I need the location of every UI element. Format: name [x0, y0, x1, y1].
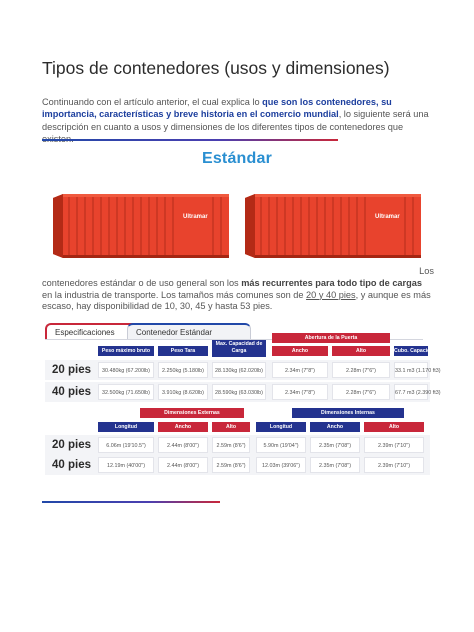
table-cell: 2.34m (7"8"): [272, 362, 328, 378]
group-header-external: Dimensiones Externas: [140, 408, 244, 418]
divider: [42, 501, 220, 503]
intro-text-end: , lo siguiente será una descripción en cuanto a usos y dimensiones de los diferentes tipos de contenedores que: [42, 109, 429, 132]
col-header: Cubo. Capacidad: [394, 348, 437, 354]
container-image: [53, 194, 229, 258]
table-cell: 2.44m (8'00"): [158, 437, 208, 453]
col-header: Alto: [364, 422, 424, 432]
col-header: Ancho: [310, 422, 360, 432]
table-cell: 2.59m (8'6"): [212, 437, 250, 453]
table-cell: 12.19m (40'00"): [98, 457, 154, 473]
body-paragraph: [42, 266, 434, 313]
group-header-internal: Dimensiones Internas: [292, 408, 404, 418]
col-header: Peso máximo bruto: [98, 346, 154, 356]
table-cell: 30.480kg (67.200lb): [98, 362, 154, 378]
row-label: 40 pies: [52, 386, 91, 398]
tab-standard-container[interactable]: Contenedor Estándar: [127, 323, 251, 340]
table-cell: 67.7 m3 (2.390 ft3): [394, 384, 428, 400]
table-cell: 2.59m (8'6"): [212, 457, 250, 473]
intro-link[interactable]: que son los contenedores, su importancia, características y breve historia en el comercio mundial: [42, 97, 392, 120]
container-image: [245, 194, 421, 258]
table-cell: 3.910kg (8.620lb): [158, 384, 208, 400]
col-header: Max. Capacidad de Carga: [212, 340, 266, 357]
col-header: Alto: [332, 346, 390, 356]
table-cell: 6.06m (19'10.5"): [98, 437, 154, 453]
table-cell: 2.35m (7'08"): [310, 437, 360, 453]
col-header: Longitud: [98, 422, 154, 432]
col-header: Alto: [212, 422, 250, 432]
table-cell: 5.90m (19'04"): [256, 437, 306, 453]
table-cell: 12.03m (39'06"): [256, 457, 306, 473]
container-brand-label: Ultramar: [375, 214, 400, 220]
table-cell: 2.28m (7"6"): [332, 362, 390, 378]
table-cell: 2.34m (7"8"): [272, 384, 328, 400]
paragraph-text: en la industria de transporte. Los tamaños más comunes son de: [42, 289, 307, 300]
col-header: Longitud: [256, 422, 306, 432]
paragraph-bold: más recurrentes para todo tipo de cargas: [241, 277, 422, 288]
section-title: Estándar: [201, 150, 273, 167]
col-header: Ancho: [158, 422, 208, 432]
table-cell: 33.1 m3 (1.170 ft3): [394, 362, 428, 378]
intro-text-start: Continuando con el artículo anterior, el cual explica lo: [42, 97, 263, 107]
table-cell: 2.39m (7'10"): [364, 457, 424, 473]
table-cell: 2.44m (8'00"): [158, 457, 208, 473]
paragraph-underlined: 20 y 40 pies: [306, 289, 356, 300]
col-header: Peso Tara: [158, 346, 208, 356]
table-cell: 28.130kg (62.020lb): [212, 362, 266, 378]
table-cell: 32.500kg (71.650lb): [98, 384, 154, 400]
row-label: 20 pies: [52, 439, 91, 451]
row-label: 40 pies: [52, 459, 91, 471]
page-title: Tipos de contenedores (usos y dimensiones): [42, 58, 390, 78]
table-cell: 28.590kg (63.030lb): [212, 384, 266, 400]
table-cell: 2.250kg (5.180lb): [158, 362, 208, 378]
col-header: Ancho: [272, 346, 328, 356]
table-cell: 2.28m (7"6"): [332, 384, 390, 400]
group-header-door-opening: Abertura de la Puerta: [272, 333, 390, 343]
row-label: 20 pies: [52, 364, 91, 376]
tab-specifications[interactable]: Especificaciones: [45, 323, 140, 340]
container-brand-label: Ultramar: [183, 214, 208, 220]
divider: [42, 139, 338, 141]
paragraph-text: , y aunque es más escaso, hay disponibilidad de 10, 30, 45 y hasta 53 pies.: [42, 289, 431, 312]
paragraph-lead: Los: [419, 266, 434, 276]
table-cell: 2.39m (7'10"): [364, 437, 424, 453]
paragraph-text: contenedores estándar o de uso general son los: [42, 277, 242, 288]
table-cell: 2.35m (7'08"): [310, 457, 360, 473]
